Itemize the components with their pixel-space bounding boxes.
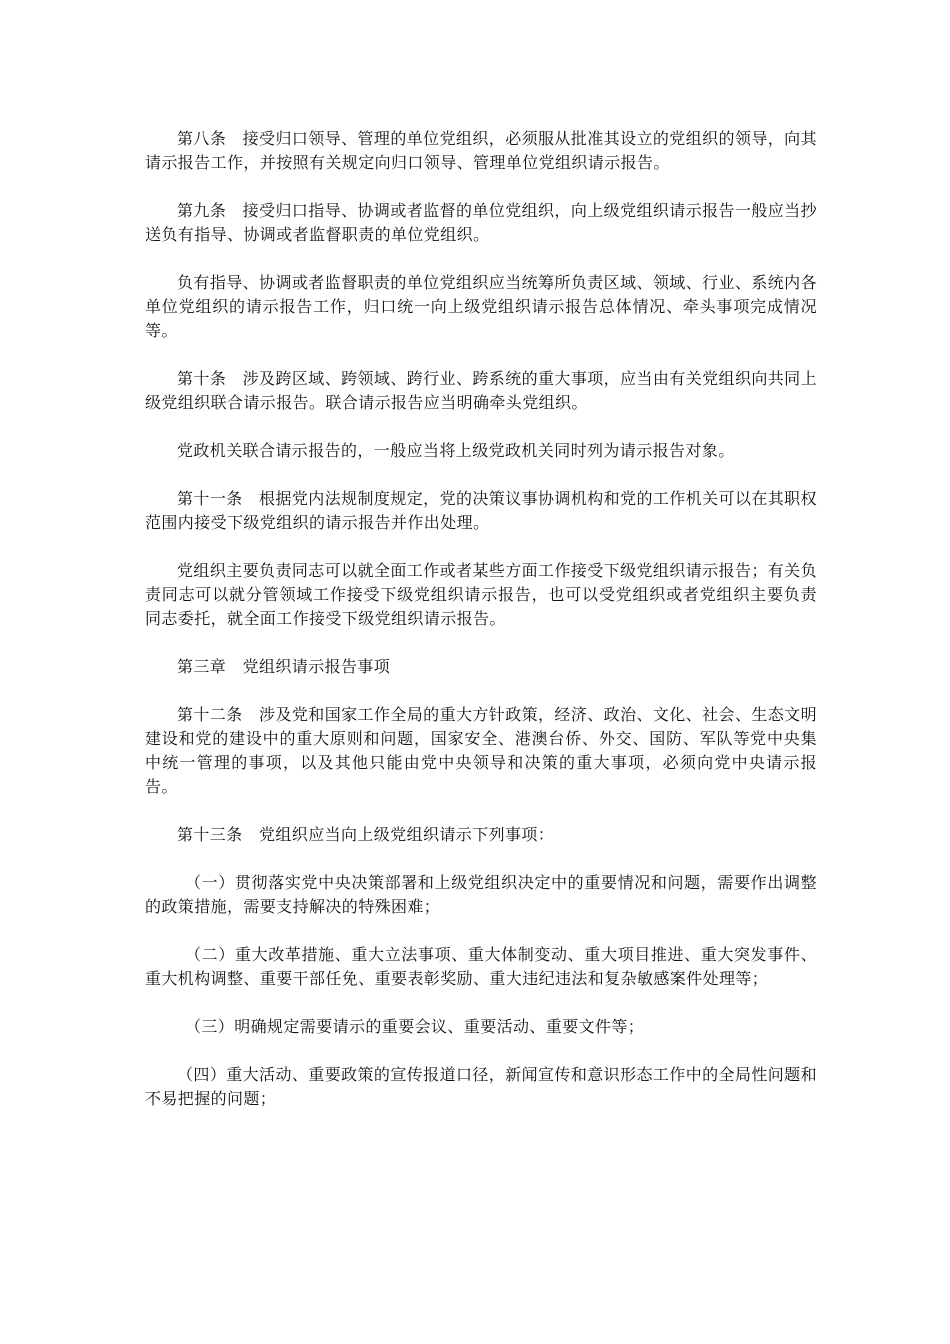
list-item-2: （二）重大改革措施、重大立法事项、重大体制变动、重大项目推进、重大突发事件、重大机构调整、重要干部任免、重要表彰奖励、重大违纪违法和复杂敏感案件处理等；: [145, 945, 817, 988]
list-item-4: （四）重大活动、重要政策的宣传报道口径，新闻宣传和意识形态工作中的全局性问题和不易把握的问题；: [145, 1065, 817, 1108]
list-item-1: （一）贯彻落实党中央决策部署和上级党组织决定中的重要情况和问题，需要作出调整的政策措施，需要支持解决的特殊困难；: [145, 873, 817, 916]
article-11-paragraph: 第十一条 根据党内法规制度规定，党的决策议事协调机构和党的工作机关可以在其职权范围内接受下级党组织的请示报告并作出处理。: [145, 489, 817, 532]
article-8-paragraph: 第八条 接受归口领导、管理的单位党组织，必须服从批准其设立的党组织的领导，向其请示报告工作，并按照有关规定向归口领导、管理单位党组织请示报告。: [145, 129, 817, 172]
article-13-paragraph: 第十三条 党组织应当向上级党组织请示下列事项：: [177, 825, 555, 844]
article-9-continuation-paragraph: 负有指导、协调或者监督职责的单位党组织应当统筹所负责区域、领域、行业、系统内各单位党组织的请示报告工作，归口统一向上级党组织请示报告总体情况、牵头事项完成情况等。: [145, 273, 817, 340]
article-10-paragraph: 第十条 涉及跨区域、跨领域、跨行业、跨系统的重大事项，应当由有关党组织向共同上级党组织联合请示报告。联合请示报告应当明确牵头党组织。: [145, 369, 817, 412]
article-12-paragraph: 第十二条 涉及党和国家工作全局的重大方针政策，经济、政治、文化、社会、生态文明建设和党的建设中的重大原则和问题，国家安全、港澳台侨、外交、国防、军队等党中央集中统一管理的事项，以及其他只能由党中央领导和决策的重大事项，必须向党中央请示报告。: [145, 705, 817, 796]
list-item-3: （三）明确规定需要请示的重要会议、重要活动、重要文件等；: [185, 1017, 645, 1036]
chapter-3-heading: 第三章 党组织请示报告事项: [177, 657, 391, 676]
article-11-continuation-paragraph: 党组织主要负责同志可以就全面工作或者某些方面工作接受下级党组织请示报告；有关负责同志可以就分管领域工作接受下级党组织请示报告，也可以受党组织或者党组织主要负责同志委托，就全面工作接受下级党组织请示报告。: [145, 561, 817, 628]
document-page: [145, 127, 817, 1135]
article-10-continuation-paragraph: 党政机关联合请示报告的，一般应当将上级党政机关同时列为请示报告对象。: [177, 441, 735, 460]
article-9-paragraph: 第九条 接受归口指导、协调或者监督的单位党组织，向上级党组织请示报告一般应当抄送负有指导、协调或者监督职责的单位党组织。: [145, 201, 817, 244]
